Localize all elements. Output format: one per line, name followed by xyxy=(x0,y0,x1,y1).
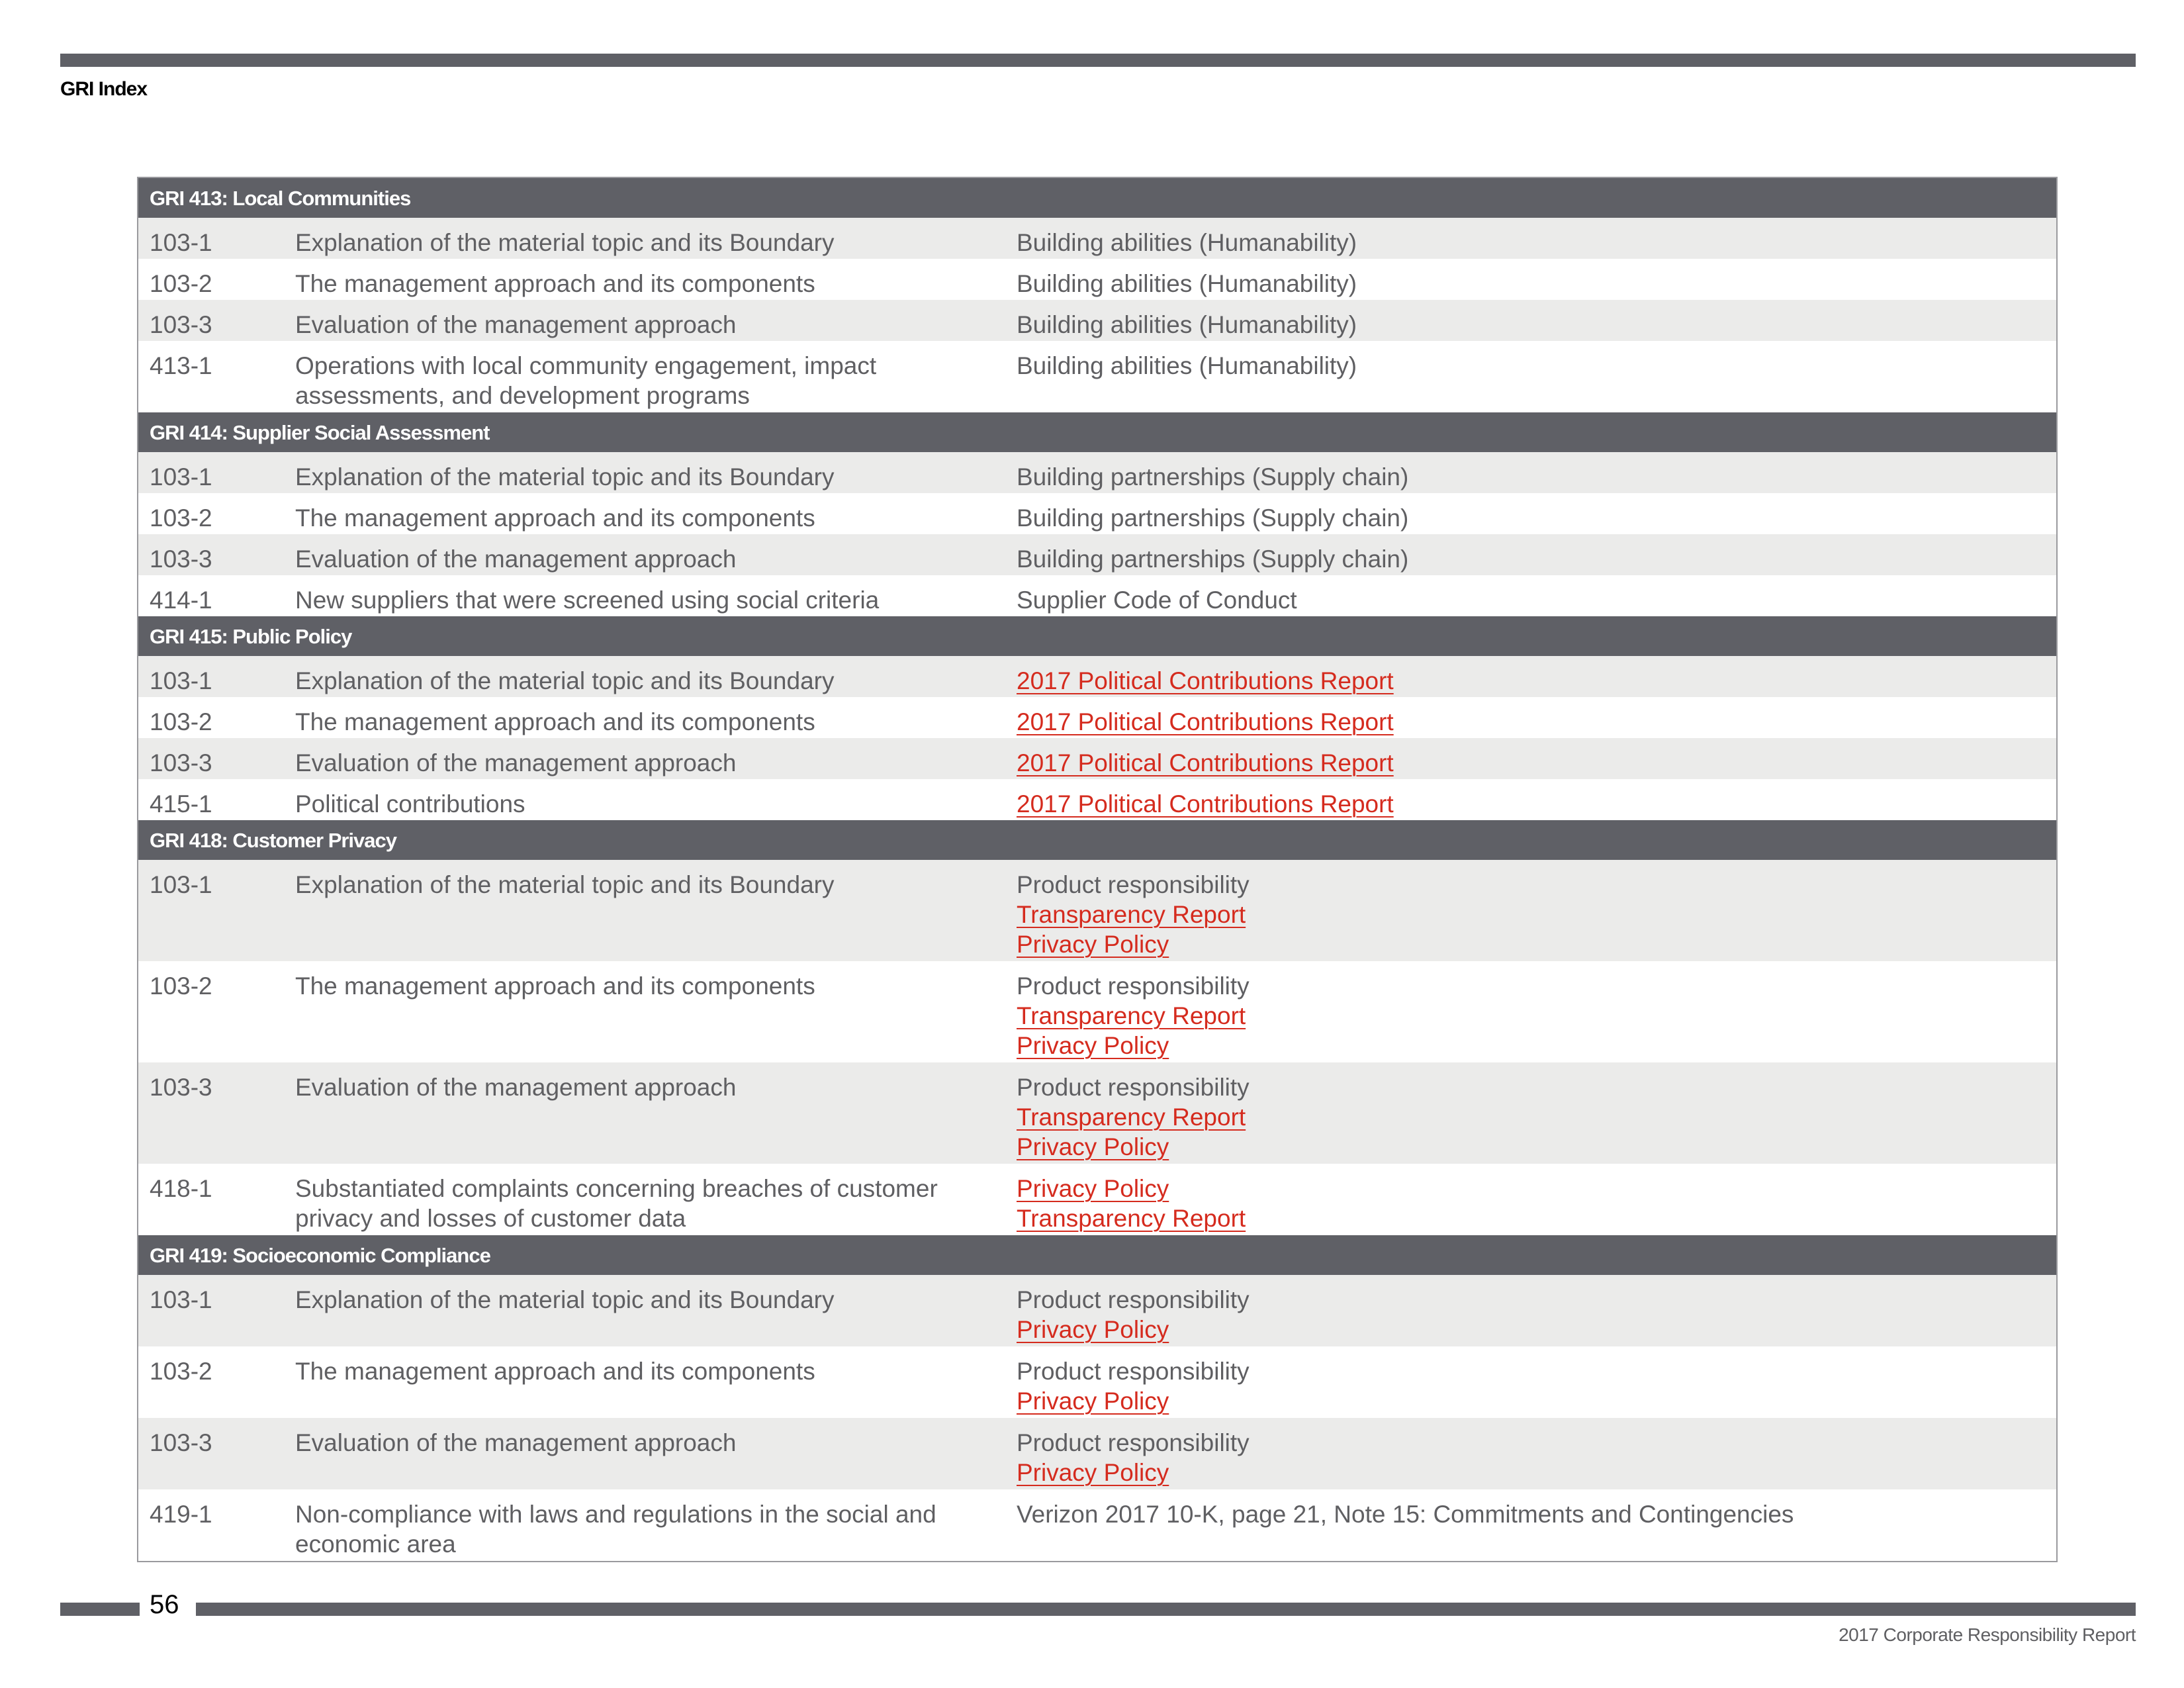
reference-text: Product responsibility xyxy=(1017,972,1250,1000)
disclosure-description: Evaluation of the management approach xyxy=(295,749,737,776)
section-header: GRI 418: Customer Privacy xyxy=(138,820,2056,860)
top-rule xyxy=(60,54,2136,67)
reference-text: Building abilities (Humanability) xyxy=(1017,311,1357,338)
reference-text: Product responsibility xyxy=(1017,1286,1250,1313)
reference-text: Building partnerships (Supply chain) xyxy=(1017,504,1409,532)
reference-link[interactable]: Transparency Report xyxy=(1017,1002,1246,1029)
disclosure-reference xyxy=(1017,870,2056,961)
disclosure-code: 103-2 xyxy=(150,972,212,1000)
disclosure-code: 103-3 xyxy=(150,1074,212,1101)
disclosure-description: The management approach and its components xyxy=(295,972,815,1000)
disclosure-description: New suppliers that were screened using social criteria xyxy=(295,586,880,614)
section-title: GRI Index xyxy=(60,78,148,100)
gri-index-table xyxy=(137,177,2058,1562)
reference-text: Product responsibility xyxy=(1017,1358,1250,1385)
disclosure-reference xyxy=(1017,351,2056,412)
section-header: GRI 413: Local Communities xyxy=(138,178,2056,218)
disclosure-code: 103-1 xyxy=(150,667,212,694)
page-number: 56 xyxy=(150,1590,179,1619)
table-row xyxy=(138,218,2056,259)
disclosure-description: Explanation of the material topic and its Boundary xyxy=(295,871,835,898)
table-row xyxy=(138,738,2056,779)
disclosure-reference xyxy=(1017,748,2056,779)
disclosure-code: 103-1 xyxy=(150,229,212,256)
table-row xyxy=(138,534,2056,575)
disclosure-code: 103-1 xyxy=(150,871,212,898)
disclosure-reference xyxy=(1017,789,2056,820)
disclosure-reference xyxy=(1017,544,2056,575)
disclosure-reference xyxy=(1017,228,2056,259)
table-row xyxy=(138,1418,2056,1489)
disclosure-code: 103-3 xyxy=(150,1429,212,1456)
section-header: GRI 415: Public Policy xyxy=(138,616,2056,656)
reference-link[interactable]: Privacy Policy xyxy=(1017,1316,1169,1343)
disclosure-code: 419-1 xyxy=(150,1501,212,1528)
reference-text: Building partnerships (Supply chain) xyxy=(1017,463,1409,491)
disclosure-reference xyxy=(1017,1174,2056,1235)
reference-link[interactable]: Privacy Policy xyxy=(1017,931,1169,958)
disclosure-reference xyxy=(1017,269,2056,300)
disclosure-description: Evaluation of the management approach xyxy=(295,1429,737,1456)
disclosure-description: Substantiated complaints concerning breaches of customer privacy and losses of customer data xyxy=(295,1175,938,1232)
disclosure-description: Operations with local community engagement, impact assessments, and development programs xyxy=(295,352,877,409)
table-row xyxy=(138,341,2056,412)
disclosure-reference xyxy=(1017,503,2056,534)
disclosure-reference xyxy=(1017,585,2056,616)
disclosure-description: Explanation of the material topic and its Boundary xyxy=(295,1286,835,1313)
disclosure-description: The management approach and its components xyxy=(295,1358,815,1385)
table-row xyxy=(138,656,2056,697)
table-row xyxy=(138,493,2056,534)
reference-text: Product responsibility xyxy=(1017,1074,1250,1101)
table-row xyxy=(138,1489,2056,1561)
reference-link[interactable]: Privacy Policy xyxy=(1017,1459,1169,1486)
disclosure-description: Non-compliance with laws and regulations in the social and economic area xyxy=(295,1501,936,1558)
disclosure-code: 103-1 xyxy=(150,1286,212,1313)
disclosure-reference xyxy=(1017,1356,2056,1418)
footer-rule-right xyxy=(196,1603,2136,1616)
section-header: GRI 414: Supplier Social Assessment xyxy=(138,412,2056,452)
section-header: GRI 419: Socioeconomic Compliance xyxy=(138,1235,2056,1275)
disclosure-code: 103-3 xyxy=(150,545,212,573)
reference-link[interactable]: Privacy Policy xyxy=(1017,1133,1169,1160)
table-row xyxy=(138,1346,2056,1418)
disclosure-description: The management approach and its components xyxy=(295,708,815,735)
reference-link[interactable]: 2017 Political Contributions Report xyxy=(1017,790,1394,818)
disclosure-code: 414-1 xyxy=(150,586,212,614)
reference-text: Product responsibility xyxy=(1017,871,1250,898)
disclosure-code: 418-1 xyxy=(150,1175,212,1202)
reference-text: Supplier Code of Conduct xyxy=(1017,586,1297,614)
disclosure-reference xyxy=(1017,971,2056,1062)
footer-report-title: 2017 Corporate Responsibility Report xyxy=(1839,1624,2136,1645)
table-row xyxy=(138,1164,2056,1235)
disclosure-code: 103-2 xyxy=(150,504,212,532)
reference-link[interactable]: 2017 Political Contributions Report xyxy=(1017,708,1394,735)
reference-link[interactable]: Privacy Policy xyxy=(1017,1387,1169,1415)
disclosure-reference xyxy=(1017,707,2056,738)
disclosure-code: 103-2 xyxy=(150,1358,212,1385)
reference-link[interactable]: Transparency Report xyxy=(1017,901,1246,928)
disclosure-reference xyxy=(1017,1499,2056,1561)
disclosure-reference xyxy=(1017,666,2056,697)
disclosure-description: The management approach and its components xyxy=(295,270,815,297)
reference-link[interactable]: Transparency Report xyxy=(1017,1103,1246,1131)
disclosure-code: 103-3 xyxy=(150,311,212,338)
disclosure-reference xyxy=(1017,310,2056,341)
table-row xyxy=(138,259,2056,300)
table-row xyxy=(138,860,2056,961)
disclosure-description: Evaluation of the management approach xyxy=(295,1074,737,1101)
disclosure-description: Explanation of the material topic and its Boundary xyxy=(295,667,835,694)
disclosure-description: Political contributions xyxy=(295,790,525,818)
table-row xyxy=(138,300,2056,341)
table-row xyxy=(138,575,2056,616)
table-row xyxy=(138,452,2056,493)
disclosure-code: 103-1 xyxy=(150,463,212,491)
disclosure-description: Evaluation of the management approach xyxy=(295,311,737,338)
reference-link[interactable]: 2017 Political Contributions Report xyxy=(1017,749,1394,776)
disclosure-description: Explanation of the material topic and its Boundary xyxy=(295,463,835,491)
table-row xyxy=(138,961,2056,1062)
reference-text: Building abilities (Humanability) xyxy=(1017,352,1357,379)
disclosure-reference xyxy=(1017,1072,2056,1164)
table-row xyxy=(138,1275,2056,1346)
table-row xyxy=(138,1062,2056,1164)
table-row xyxy=(138,779,2056,820)
reference-text: Building abilities (Humanability) xyxy=(1017,270,1357,297)
reference-link[interactable]: Transparency Report xyxy=(1017,1205,1246,1232)
disclosure-code: 103-2 xyxy=(150,270,212,297)
disclosure-code: 103-3 xyxy=(150,749,212,776)
table-row xyxy=(138,697,2056,738)
disclosure-code: 413-1 xyxy=(150,352,212,379)
reference-text: Verizon 2017 10-K, page 21, Note 15: Commitments and Contingencies xyxy=(1017,1501,1794,1528)
reference-text: Building partnerships (Supply chain) xyxy=(1017,545,1409,573)
reference-link[interactable]: Privacy Policy xyxy=(1017,1032,1169,1059)
disclosure-code: 103-2 xyxy=(150,708,212,735)
reference-text: Product responsibility xyxy=(1017,1429,1250,1456)
reference-link[interactable]: 2017 Political Contributions Report xyxy=(1017,667,1394,694)
disclosure-reference xyxy=(1017,1285,2056,1346)
disclosure-description: The management approach and its components xyxy=(295,504,815,532)
disclosure-reference xyxy=(1017,1428,2056,1489)
disclosure-code: 415-1 xyxy=(150,790,212,818)
reference-link[interactable]: Privacy Policy xyxy=(1017,1175,1169,1202)
disclosure-description: Explanation of the material topic and its Boundary xyxy=(295,229,835,256)
reference-text: Building abilities (Humanability) xyxy=(1017,229,1357,256)
footer-rule-left xyxy=(60,1603,140,1616)
disclosure-description: Evaluation of the management approach xyxy=(295,545,737,573)
disclosure-reference xyxy=(1017,462,2056,493)
